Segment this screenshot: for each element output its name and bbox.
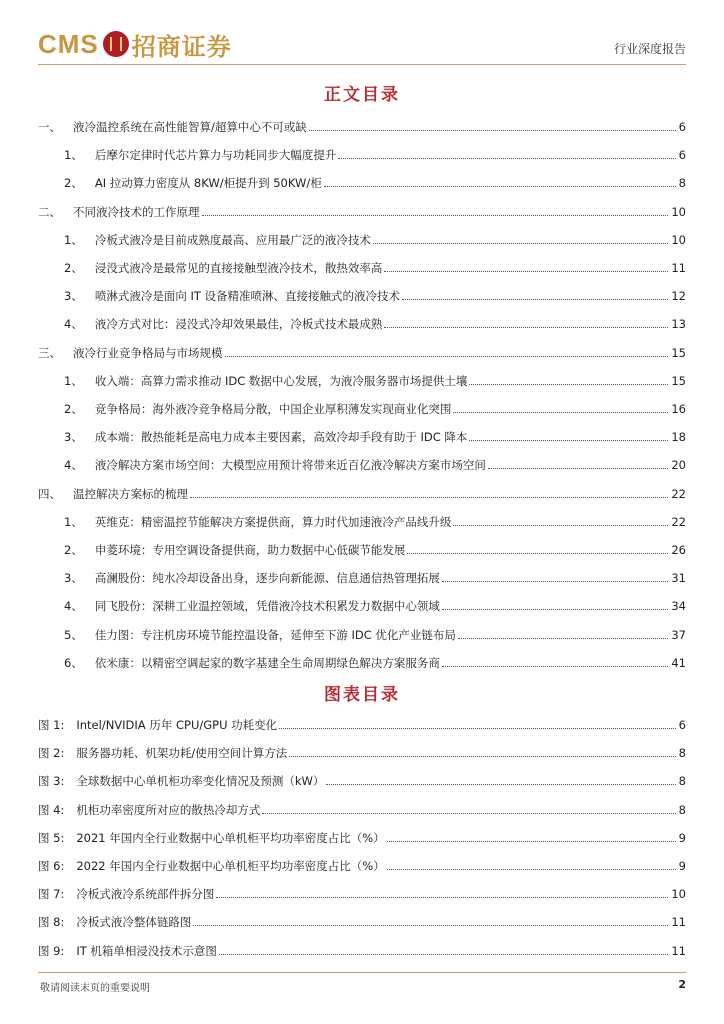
entry-page: 37 <box>671 627 686 642</box>
dot-leader <box>216 897 668 898</box>
entry-number: 二、 <box>38 204 61 219</box>
entry-page: 26 <box>671 543 686 557</box>
toc-entry[interactable] <box>38 174 686 190</box>
entry-page: 15 <box>671 373 686 388</box>
entry-number: 图 6: <box>38 859 65 873</box>
entry-page: 8 <box>678 746 686 761</box>
entry-page: 22 <box>671 514 686 529</box>
entry-text: 高澜股份：纯水冷却设备出身，逐步向新能源、信息通信热管理拓展 <box>94 571 440 586</box>
dot-leader <box>324 186 676 187</box>
entry-page: 34 <box>671 599 686 614</box>
entry-text: 冷板式液冷系统部件拆分图 <box>76 887 215 902</box>
dot-leader <box>384 327 668 328</box>
toc-entry[interactable] <box>38 569 686 585</box>
entry-number: 图 9: <box>38 943 65 958</box>
entry-page: 11 <box>671 915 686 930</box>
dot-leader <box>279 728 676 729</box>
entry-number: 2、 <box>64 543 83 557</box>
entry-number: 图 8: <box>38 915 65 930</box>
entry-number: 6、 <box>64 655 83 670</box>
entry-text: 2021 年国内全行业数据中心单机柜平均功率密度占比（%） <box>76 830 385 845</box>
dot-leader <box>309 130 676 131</box>
dot-leader <box>202 215 669 216</box>
toc-entry[interactable] <box>38 772 686 788</box>
dot-leader <box>469 384 668 385</box>
toc-entry[interactable] <box>38 118 686 134</box>
cms-logo <box>38 28 232 60</box>
entry-number: 5、 <box>64 627 83 642</box>
dot-leader <box>469 440 668 441</box>
logo-latin: CMS <box>38 28 99 59</box>
dot-leader <box>262 813 675 814</box>
toc-entry[interactable] <box>38 287 686 303</box>
toc-entry[interactable] <box>38 857 686 873</box>
toc-title: 正文目录 <box>324 85 400 105</box>
toc-entry[interactable] <box>38 400 686 416</box>
toc-entry[interactable] <box>38 315 686 331</box>
dot-leader <box>384 271 668 272</box>
toc-entry[interactable] <box>38 597 686 613</box>
dot-leader <box>326 784 675 785</box>
toc-entry[interactable] <box>38 259 686 275</box>
dot-leader <box>225 356 669 357</box>
toc-entry[interactable] <box>38 456 686 472</box>
toc-entry[interactable] <box>38 801 686 817</box>
dot-leader <box>338 158 675 159</box>
page-footer <box>38 972 686 995</box>
toc-entry[interactable] <box>38 428 686 444</box>
entry-text: 浸没式液冷是最常见的直接接触型液冷技术，散热效率高 <box>94 261 383 275</box>
entry-number: 1、 <box>64 148 83 163</box>
entry-number: 2、 <box>64 176 83 191</box>
entry-text: 不同液冷技术的工作原理 <box>73 204 200 219</box>
entry-page: 6 <box>678 120 686 134</box>
entry-number: 4、 <box>64 458 83 473</box>
dot-leader <box>219 954 668 955</box>
entry-number: 图 5: <box>38 830 65 845</box>
entry-number: 4、 <box>64 317 83 332</box>
toc-entry[interactable] <box>38 626 686 642</box>
toc-entry[interactable] <box>38 744 686 760</box>
page-header <box>38 26 686 65</box>
entry-text: 2022 年国内全行业数据中心单机柜平均功率密度占比（%） <box>76 859 385 873</box>
toc-entry[interactable] <box>38 203 686 219</box>
toc-entry[interactable] <box>38 716 686 732</box>
entry-page: 22 <box>671 486 686 501</box>
toc-entry[interactable] <box>38 942 686 958</box>
entry-text: 冷板式液冷是目前成熟度最高、应用最广泛的液冷技术 <box>94 232 371 247</box>
entry-page: 6 <box>678 148 686 163</box>
entry-page: 20 <box>671 458 686 473</box>
logo-badge-icon <box>103 31 129 57</box>
dot-leader <box>442 581 669 582</box>
dot-leader <box>453 525 668 526</box>
entry-number: 一、 <box>38 120 61 134</box>
toc-entry[interactable] <box>38 146 686 162</box>
entry-text: 成本端：散热能耗是高电力成本主要因素，高效冷却手段有助于 IDC 降本 <box>94 430 468 445</box>
entry-number: 3、 <box>64 289 83 304</box>
figures-title: 图表目录 <box>324 685 400 705</box>
entry-text: 英维克：精密温控节能解决方案提供商，算力时代加速液冷产品线升级 <box>94 514 452 529</box>
toc-entry[interactable] <box>38 513 686 529</box>
dot-leader <box>488 468 669 469</box>
dot-leader <box>402 299 668 300</box>
entry-text: 同飞股份：深耕工业温控领域，凭借液冷技术积累发力数据中心领域 <box>94 599 440 614</box>
entry-number: 图 7: <box>38 887 65 902</box>
entry-text: 佳力图：专注机房环境节能控温设备，延伸至下游 IDC 优化产业链布局 <box>94 627 456 642</box>
entry-text: 收入端：高算力需求推动 IDC 数据中心发展，为液冷服务器市场提供土壤 <box>94 373 468 388</box>
footer-note: 敬请阅读末页的重要说明 <box>40 983 150 994</box>
toc-entry[interactable] <box>38 372 686 388</box>
toc-entry[interactable] <box>38 344 686 360</box>
entry-text: 冷板式液冷整体链路图 <box>76 915 192 930</box>
entry-page: 6 <box>678 718 686 732</box>
report-type: 行业深度报告 <box>613 42 686 56</box>
dot-leader <box>407 553 668 554</box>
entry-page: 10 <box>671 232 686 247</box>
entry-text: 液冷行业竞争格局与市场规模 <box>73 345 223 360</box>
entry-page: 9 <box>678 859 686 873</box>
toc-entry[interactable] <box>38 654 686 670</box>
entry-page: 8 <box>678 774 686 789</box>
dot-leader <box>458 638 668 639</box>
toc-entry[interactable] <box>38 829 686 845</box>
logo-chinese: 招商证券 <box>131 32 232 61</box>
dot-leader <box>193 925 668 926</box>
entry-text: 依米康：以精密空调起家的数字基建全生命周期绿色解决方案服务商 <box>94 655 440 670</box>
dot-leader <box>387 841 676 842</box>
entry-text: 申菱环境：专用空调设备提供商，助力数据中心低碳节能发展 <box>94 543 406 557</box>
entry-text: 服务器功耗、机架功耗/使用空间计算方法 <box>76 746 288 761</box>
entry-page: 8 <box>678 802 686 817</box>
entry-number: 图 1: <box>38 718 65 732</box>
page-number: 2 <box>678 978 686 991</box>
dot-leader <box>442 609 669 610</box>
entry-text: Intel/NVIDIA 历年 CPU/GPU 功耗变化 <box>76 718 278 732</box>
entry-number: 1、 <box>64 373 83 388</box>
entry-text: 机柜功率密度所对应的散热冷却方式 <box>76 802 261 817</box>
entry-number: 3、 <box>64 571 83 586</box>
entry-number: 四、 <box>38 486 61 501</box>
entry-page: 11 <box>671 943 686 958</box>
entry-text: 竞争格局：海外液冷竞争格局分散，中国企业厚积薄发实现商业化突围 <box>94 402 452 416</box>
entry-number: 图 2: <box>38 746 65 761</box>
entry-number: 3、 <box>64 430 83 445</box>
entry-number: 1、 <box>64 514 83 529</box>
entry-number: 2、 <box>64 261 83 275</box>
entry-number: 三、 <box>38 345 61 360</box>
entry-page: 31 <box>671 571 686 586</box>
entry-page: 8 <box>678 176 686 191</box>
entry-text: 液冷方式对比：浸没式冷却效果最佳，冷板式技术最成熟 <box>94 317 383 332</box>
entry-text: 全球数据中心单机柜功率变化情况及预测（kW） <box>76 774 325 789</box>
entry-page: 10 <box>671 204 686 219</box>
toc-entry[interactable] <box>38 913 686 929</box>
entry-text: 后摩尔定律时代芯片算力与功耗同步大幅度提升 <box>94 148 337 163</box>
entry-page: 16 <box>671 402 686 416</box>
entry-number: 4、 <box>64 599 83 614</box>
entry-text: AI 拉动算力密度从 8KW/柜提升到 50KW/柜 <box>94 176 322 191</box>
entry-page: 15 <box>671 345 686 360</box>
entry-page: 12 <box>671 289 686 304</box>
entry-number: 图 4: <box>38 802 65 817</box>
entry-page: 11 <box>671 261 686 275</box>
dot-leader <box>387 869 676 870</box>
toc-entry[interactable] <box>38 231 686 247</box>
dot-leader <box>373 243 669 244</box>
entry-text: 温控解决方案标的梳理 <box>73 486 188 501</box>
entry-page: 10 <box>671 887 686 902</box>
entry-page: 13 <box>671 317 686 332</box>
entry-number: 图 3: <box>38 774 65 789</box>
dot-leader <box>289 756 675 757</box>
entry-text: 液冷解决方案市场空间：大模型应用预计将带来近百亿液冷解决方案市场空间 <box>94 458 486 473</box>
toc-entry[interactable] <box>38 485 686 501</box>
toc-entry[interactable] <box>38 541 686 557</box>
entry-text: 喷淋式液冷是面向 IT 设备精准喷淋、直接接触式的液冷技术 <box>94 289 401 304</box>
entry-text: 液冷温控系统在高性能智算/超算中心不可或缺 <box>73 120 307 134</box>
dot-leader <box>442 666 669 667</box>
entry-number: 1、 <box>64 232 83 247</box>
dot-leader <box>190 497 668 498</box>
dot-leader <box>453 412 668 413</box>
entry-page: 41 <box>671 655 686 670</box>
entry-number: 2、 <box>64 402 83 416</box>
entry-page: 9 <box>678 830 686 845</box>
entry-page: 18 <box>671 430 686 445</box>
toc-entry[interactable] <box>38 885 686 901</box>
entry-text: IT 机箱单相浸没技术示意图 <box>76 943 217 958</box>
